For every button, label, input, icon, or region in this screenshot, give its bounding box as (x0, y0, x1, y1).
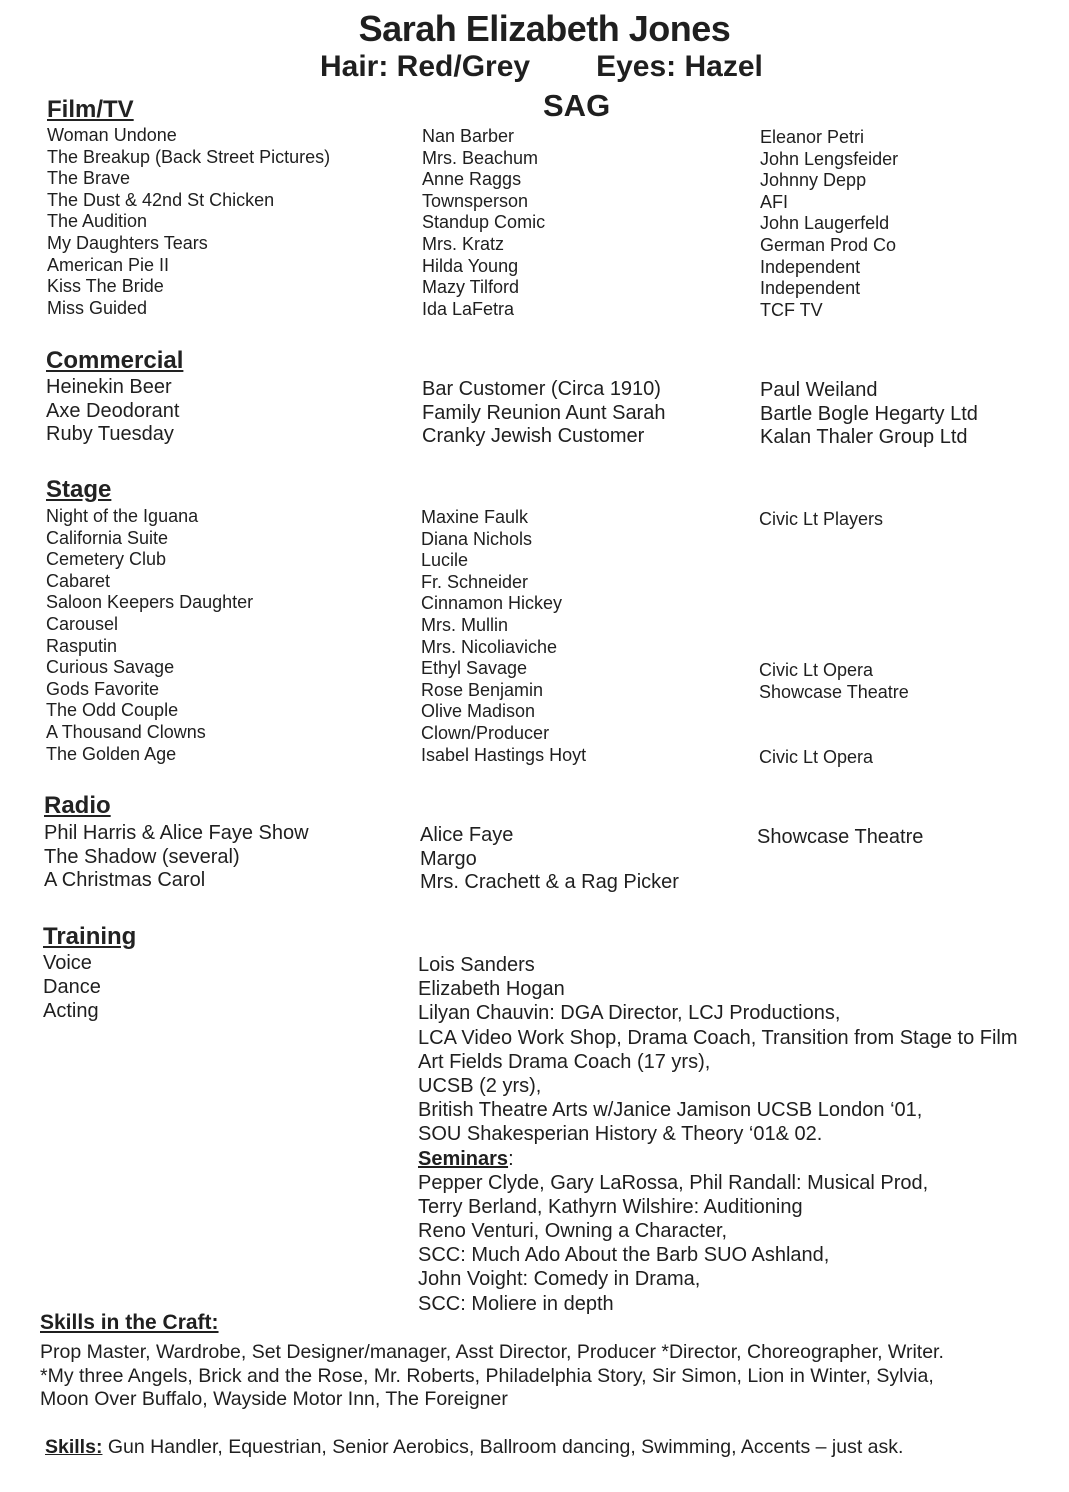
seminars-colon: : (508, 1147, 514, 1170)
list-item (759, 639, 909, 661)
skills-line (45, 1436, 903, 1459)
list-item: The Dust & 42nd St Chicken (47, 189, 275, 210)
list-item: Independent (760, 278, 861, 299)
list-item: Carousel (46, 613, 119, 634)
radio-titles (44, 822, 309, 893)
hair-color: Hair: Red/Grey (320, 50, 531, 83)
list-item: The Golden Age (46, 743, 177, 764)
list-item (759, 574, 909, 596)
list-item: Curious Savage (46, 657, 175, 678)
list-item: Acting (43, 1000, 99, 1023)
list-item: Mrs. Beachum (422, 147, 539, 168)
list-item: Ida LaFetra (422, 298, 515, 319)
seminars-heading (418, 1147, 1018, 1171)
skills-label: Skills: (45, 1436, 103, 1458)
stage-venues (759, 509, 909, 768)
radio-venues (757, 826, 923, 850)
stage-titles (46, 506, 253, 765)
list-item: Mazy Tilford (422, 277, 520, 298)
section-heading-training: Training (43, 923, 137, 950)
list-item: Ethyl Savage (421, 658, 528, 679)
list-item: The Odd Couple (46, 700, 179, 721)
list-item: TCF TV (760, 299, 823, 320)
list-item: Lucile (421, 550, 469, 571)
list-item: The Shadow (several) (44, 845, 240, 868)
list-item: John Laugerfeld (760, 213, 890, 234)
craft-line: *My three Angels, Brick and the Rose, Mr. Roberts, Philadelphia Story, Sir Simon, Lion in Winter, Sylvia, (40, 1364, 934, 1387)
list-item: Townsperson (422, 190, 529, 211)
list-item: Gods Favorite (46, 678, 160, 699)
list-item: John Voight: Comedy in Drama, (418, 1268, 701, 1291)
list-item: American Pie II (47, 254, 170, 275)
list-item: Saloon Keepers Daughter (46, 592, 254, 613)
list-item: Mrs. Nicoliaviche (421, 636, 558, 657)
list-item: Eleanor Petri (760, 127, 865, 147)
commercial-roles (422, 378, 665, 449)
list-item: Kiss The Bride (47, 276, 164, 297)
list-item: German Prod Co (760, 234, 897, 255)
section-heading-commercial: Commercial (46, 347, 184, 374)
list-item: A Thousand Clowns (46, 721, 206, 742)
list-item: Woman Undone (47, 125, 177, 145)
list-item: Cemetery Club (46, 549, 167, 570)
list-item: Margo (420, 847, 477, 870)
list-item: The Audition (47, 211, 148, 232)
radio-roles (420, 824, 679, 895)
list-item (759, 552, 909, 574)
list-item: Lilyan Chauvin: DGA Director, LCJ Productions, (418, 1002, 841, 1025)
list-item: Anne Raggs (422, 169, 522, 190)
list-item: UCSB (2 yrs), (418, 1074, 542, 1097)
list-item: Ruby Tuesday (46, 423, 174, 445)
physical-attributes (320, 50, 763, 84)
list-item: Johnny Depp (760, 170, 867, 191)
list-item: LCA Video Work Shop, Drama Coach, Transition from Stage to Film (418, 1026, 1018, 1049)
list-item: SOU Shakesperian History & Theory ‘01& 02. (418, 1123, 823, 1146)
craft-line: Prop Master, Wardrobe, Set Designer/manager, Asst Director, Producer *Director, Choreographer, Writer. (40, 1341, 944, 1363)
list-item: Independent (760, 256, 861, 277)
list-item: Hilda Young (422, 255, 519, 276)
list-item (759, 595, 909, 617)
list-item: British Theatre Arts w/Janice Jamison UCSB London ‘01, (418, 1099, 923, 1122)
list-item: SCC: Moliere in depth (418, 1292, 614, 1315)
list-item: Lois Sanders (418, 954, 535, 976)
list-item: Voice (43, 952, 92, 974)
commercial-titles (46, 376, 179, 447)
list-item: Heinekin Beer (46, 376, 172, 398)
list-item: Showcase Theatre (757, 826, 924, 848)
section-heading-film-tv: Film/TV (47, 96, 134, 123)
list-item: Isabel Hastings Hoyt (421, 744, 587, 765)
list-item: Showcase Theatre (759, 681, 909, 702)
list-item: Diana Nichols (421, 528, 533, 549)
list-item: John Lengsfeider (760, 148, 899, 169)
list-item: Kalan Thaler Group Ltd (760, 426, 968, 448)
section-heading-radio: Radio (44, 792, 111, 819)
list-item: Olive Madison (421, 701, 536, 722)
list-item: California Suite (46, 527, 169, 548)
list-item: Rasputin (46, 635, 118, 656)
list-item: SCC: Much Ado About the Barb SUO Ashland, (418, 1244, 830, 1267)
list-item: Art Fields Drama Coach (17 yrs), (418, 1050, 711, 1073)
list-item: Maxine Faulk (421, 507, 529, 527)
craft-line: Moon Over Buffalo, Wayside Motor Inn, The Foreigner (40, 1388, 508, 1410)
list-item: Civic Lt Opera (759, 746, 874, 767)
list-item: Clown/Producer (421, 722, 550, 743)
union-affiliation: SAG (543, 88, 611, 123)
list-item: Cinnamon Hickey (421, 593, 563, 614)
section-heading-stage: Stage (46, 476, 112, 503)
list-item: AFI (760, 191, 789, 212)
list-item: Civic Lt Players (759, 509, 884, 529)
list-item: Alice Faye (420, 824, 514, 846)
list-item (759, 725, 909, 747)
list-item: Family Reunion Aunt Sarah (422, 401, 666, 424)
list-item: Bar Customer (Circa 1910) (422, 378, 661, 400)
list-item (759, 617, 909, 639)
list-item: Elizabeth Hogan (418, 978, 565, 1001)
list-item: Mrs. Crachett & a Rag Picker (420, 871, 679, 893)
film-tv-titles (47, 125, 330, 319)
list-item (759, 703, 909, 725)
training-types (43, 951, 101, 1024)
list-item: Civic Lt Opera (759, 660, 874, 681)
list-item: Miss Guided (47, 297, 148, 318)
list-item: A Christmas Carol (44, 869, 206, 891)
list-item: Fr. Schneider (421, 571, 529, 592)
seminars-label: Seminars (418, 1147, 509, 1170)
list-item: Axe Deodorant (46, 399, 180, 422)
section-heading-craft: Skills in the Craft: (40, 1311, 219, 1334)
list-item: Mrs. Kratz (422, 233, 505, 254)
list-item: Nan Barber (422, 126, 515, 146)
list-item: Terry Berland, Kathyrn Wilshire: Auditioning (418, 1195, 803, 1218)
list-item: Cranky Jewish Customer (422, 425, 645, 447)
film-tv-roles (422, 126, 545, 320)
list-item: Phil Harris & Alice Faye Show (44, 822, 309, 844)
list-item: The Brave (47, 168, 131, 189)
eye-color: Eyes: Hazel (596, 50, 763, 83)
list-item: Rose Benjamin (421, 679, 544, 700)
list-item: Dance (43, 976, 101, 999)
commercial-producers (760, 379, 978, 450)
actor-name: Sarah Elizabeth Jones (358, 8, 731, 49)
list-item: Standup Comic (422, 212, 546, 233)
list-item: Paul Weiland (760, 379, 878, 401)
list-item: Reno Venturi, Owning a Character, (418, 1220, 728, 1243)
film-tv-producers (760, 127, 898, 321)
list-item: Night of the Iguana (46, 506, 199, 526)
list-item: My Daughters Tears (47, 232, 208, 253)
list-item: Bartle Bogle Hegarty Ltd (760, 402, 978, 425)
list-item (759, 531, 909, 553)
list-item: Pepper Clyde, Gary LaRossa, Phil Randall: Musical Prod, (418, 1171, 929, 1194)
list-item: The Breakup (Back Street Pictures) (47, 146, 331, 167)
skills-text: Gun Handler, Equestrian, Senior Aerobics, Ballroom dancing, Swimming, Accents – just ask. (102, 1436, 904, 1458)
stage-roles (421, 507, 586, 766)
list-item: Mrs. Mullin (421, 614, 509, 635)
list-item: Cabaret (46, 570, 111, 591)
training-details (418, 953, 1018, 1316)
craft-text (40, 1341, 1050, 1412)
